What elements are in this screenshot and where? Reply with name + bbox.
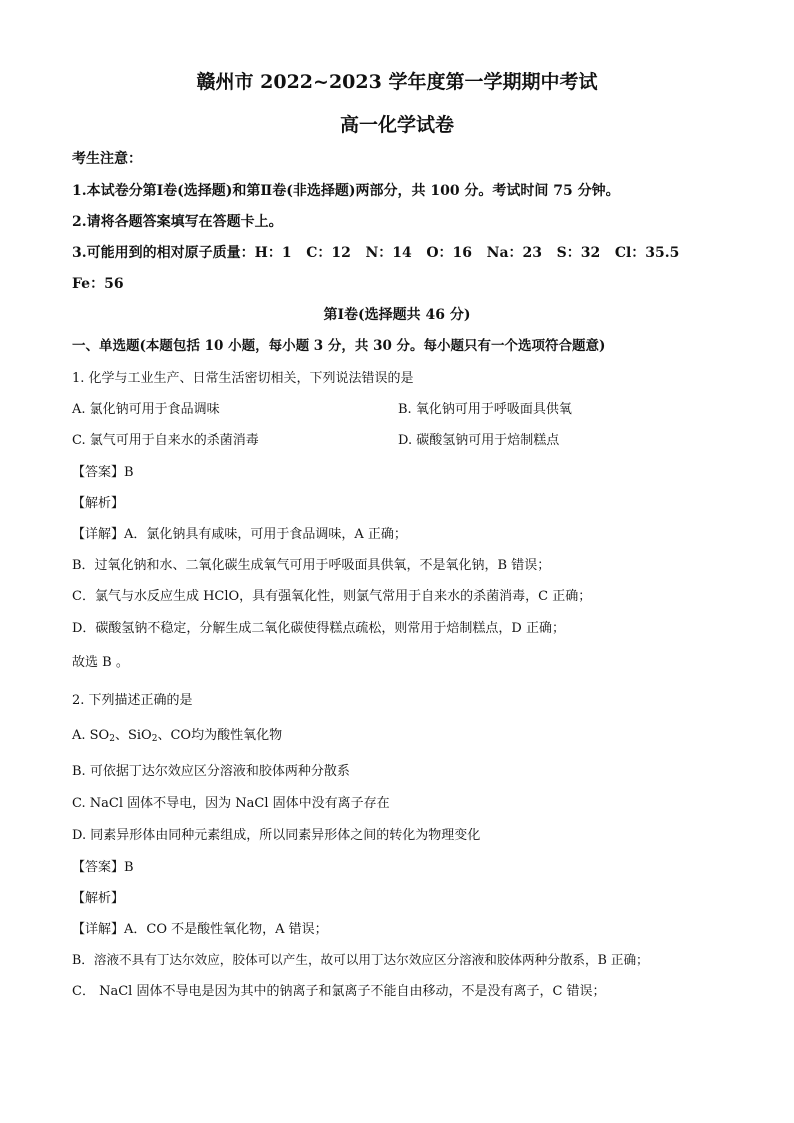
question-1-detail-b: B．过氧化钠和水、二氧化碳生成氧气可用于呼吸面具供氧，不是氧化钠，B 错误；: [72, 558, 551, 573]
formula-so2-subscript: 2: [109, 734, 115, 744]
question-2-option-b: B. 可依据丁达尔效应区分溶液和胶体两种分散系: [72, 764, 350, 779]
formula-sio2: [128, 728, 157, 743]
question-2-option-c: C. NaCl 固体不导电，因为 NaCl 固体中没有离子存在: [72, 796, 390, 811]
question-1-analysis: 【解析】: [72, 496, 125, 511]
question-2-option-d: D. 同素异形体由同种元素组成，所以同素异形体之间的转化为物理变化: [72, 828, 481, 843]
question-2-stem: 2. 下列描述正确的是: [72, 693, 193, 708]
formula-so2-text: SO: [89, 728, 110, 743]
question-1-stem: 1. 化学与工业生产、日常生活密切相关，下列说法错误的是: [72, 371, 414, 386]
part-heading: 一、单选题(本题包括 10 小题，每小题 3 分，共 30 分。每小题只有一个选项符合题意): [72, 338, 606, 354]
question-1-conclusion: 故选 B 。: [72, 655, 129, 670]
formula-so2: [90, 728, 115, 743]
formula-sio2-subscript: 2: [151, 734, 158, 744]
question-2-detail-a: 【详解】A．CO 不是酸性氧化物，A 错误；: [72, 922, 328, 937]
notice-item-2: 2.请将各题答案填写在答题卡上。: [72, 214, 283, 230]
question-1-detail-c: C．氯气与水反应生成 HClO，具有强氧化性，则氯气常用于自来水的杀菌消毒，C 正确；: [72, 589, 592, 604]
exam-subtitle: 高一化学试卷: [339, 114, 454, 136]
question-2-analysis: 【解析】: [72, 891, 125, 906]
formula-co: CO: [170, 728, 192, 743]
question-2-answer: 【答案】B: [72, 860, 134, 875]
notice-item-4: Fe：56: [72, 276, 124, 292]
notice-item-1: 1.本试卷分第Ⅰ卷(选择题)和第Ⅱ卷(非选择题)两部分，共 100 分。考试时间 75 分钟。: [72, 183, 620, 199]
question-1-option-c: C. 氯气可用于自来水的杀菌消毒: [72, 433, 259, 448]
question-1-answer: 【答案】B: [72, 465, 134, 480]
option-a-prefix: A.: [72, 728, 90, 743]
question-1-option-b: B. 氧化钠可用于呼吸面具供氧: [398, 402, 572, 417]
section-title: 第Ⅰ卷(选择题共 46 分): [323, 307, 471, 323]
notice-heading: 考生注意：: [72, 151, 142, 167]
formula-sio2-text: SiO: [127, 728, 152, 743]
question-2-option-a: [72, 729, 282, 742]
separator-2: 、: [157, 728, 171, 743]
notice-item-3: 3.可能用到的相对原子质量：H：1 C：12 N：14 O：16 Na：23 S：32 Cl：35.5: [72, 245, 680, 261]
question-1-detail-d: D．碳酸氢钠不稳定，分解生成二氧化碳使得糕点疏松，则常用于焙制糕点，D 正确；: [72, 621, 565, 636]
question-2-detail-b: B．溶液不具有丁达尔效应，胶体可以产生，故可以用丁达尔效应区分溶液和胶体两种分散系，B 正确；: [72, 952, 649, 967]
question-2-detail-c: C． NaCl 固体不导电是因为其中的钠离子和氯离子不能自由移动，不是没有离子，C 错误；: [72, 984, 606, 999]
separator-1: 、: [114, 728, 128, 743]
question-1-option-a: A. 氯化钠可用于食品调味: [72, 402, 220, 417]
question-1-detail-a: 【详解】A．氯化钠具有咸味，可用于食品调味，A 正确；: [72, 527, 407, 542]
question-1-option-d: D. 碳酸氢钠可用于焙制糕点: [398, 433, 560, 448]
option-a-suffix: 均为酸性氧化物: [191, 728, 283, 743]
exam-title: 赣州市 2022~2023 学年度第一学期期中考试: [196, 71, 598, 93]
